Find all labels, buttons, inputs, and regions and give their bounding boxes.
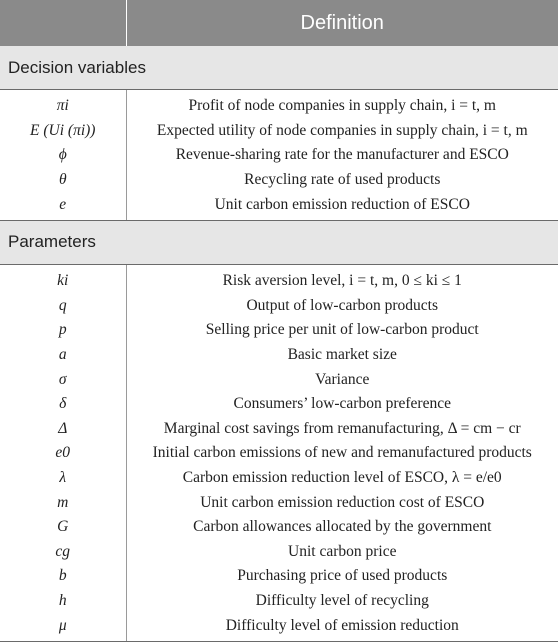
section-header — [0, 220, 558, 264]
table-row — [0, 540, 558, 565]
table-row — [0, 515, 558, 540]
definition-cell: Variance — [315, 370, 370, 388]
definition-cell: Output of low-carbon products — [246, 296, 439, 314]
definition-cell: Risk aversion level, i = t, m, 0 ≤ ki ≤ 1 — [222, 272, 462, 290]
table-row — [0, 564, 558, 589]
definition-cell: Profit of node companies in supply chain, i = t, m — [188, 97, 496, 115]
definition-cell: Revenue-sharing rate for the manufacturer and ESCO — [175, 146, 509, 164]
symbol-cell: μ — [0, 613, 126, 641]
definition-cell: Selling price per unit of low-carbon product — [205, 321, 479, 339]
definition-cell: Unit carbon emission reduction of ESCO — [126, 192, 558, 220]
definition-cell: Carbon emission reduction level of ESCO, λ = e/e0 — [182, 469, 502, 487]
table-row — [0, 417, 558, 442]
symbol-cell: e0 — [0, 441, 126, 466]
table-row — [0, 264, 558, 293]
definition-cell: Initial carbon emissions of new and remanufactured products — [152, 444, 532, 462]
symbol-cell: ki — [0, 264, 126, 293]
definition-cell: Purchasing price of used products — [237, 567, 448, 585]
symbol-cell: h — [0, 589, 126, 614]
symbol-cell: G — [0, 515, 126, 540]
definition-cell: Difficulty level of recycling — [255, 591, 429, 609]
symbol-cell: e — [0, 192, 126, 220]
definition-cell: Basic market size — [287, 346, 397, 364]
definition-cell: Unit carbon price — [288, 542, 397, 560]
definition-cell: Marginal cost savings from remanufacturing, Δ = cm − cr — [163, 419, 521, 437]
table-row — [0, 143, 558, 168]
symbol-cell: δ — [0, 392, 126, 417]
symbol-cell: q — [0, 294, 126, 319]
symbol-cell: E (Ui (πi)) — [0, 119, 126, 144]
symbol-cell: σ — [0, 367, 126, 392]
symbol-cell: θ — [0, 168, 126, 193]
definition-cell: Expected utility of node companies in supply chain, i = t, m — [156, 121, 528, 139]
table-row — [0, 490, 558, 515]
symbol-cell: p — [0, 318, 126, 343]
symbol-cell: b — [0, 564, 126, 589]
table-row — [0, 441, 558, 466]
table-header — [0, 0, 558, 46]
table-row — [0, 613, 558, 641]
symbol-cell: ϕ — [0, 143, 126, 168]
header-definition: Definition — [126, 0, 558, 46]
definition-cell: Carbon allowances allocated by the government — [193, 518, 492, 536]
section-title: Decision variables — [0, 46, 558, 90]
table-row — [0, 119, 558, 144]
table-row — [0, 192, 558, 220]
symbol-cell: πi — [0, 90, 126, 119]
definition-cell: Unit carbon emission reduction cost of ESCO — [200, 493, 485, 511]
symbol-cell: Δ — [0, 417, 126, 442]
definition-cell: Consumers’ low-carbon preference — [233, 395, 451, 413]
section-header — [0, 46, 558, 90]
table-row — [0, 318, 558, 343]
symbol-cell: λ — [0, 466, 126, 491]
symbol-cell: cg — [0, 540, 126, 565]
definition-cell: Difficulty level of emission reduction — [126, 613, 558, 641]
symbol-cell: m — [0, 490, 126, 515]
table-row — [0, 343, 558, 368]
table-row — [0, 90, 558, 119]
table-row — [0, 392, 558, 417]
section-title: Parameters — [0, 220, 558, 264]
header-symbol — [0, 0, 126, 46]
table-row — [0, 168, 558, 193]
table-row — [0, 589, 558, 614]
definition-cell: Recycling rate of used products — [244, 171, 441, 189]
table-body — [0, 46, 558, 641]
table-row — [0, 466, 558, 491]
table-row — [0, 294, 558, 319]
table-row — [0, 367, 558, 392]
symbol-cell: a — [0, 343, 126, 368]
